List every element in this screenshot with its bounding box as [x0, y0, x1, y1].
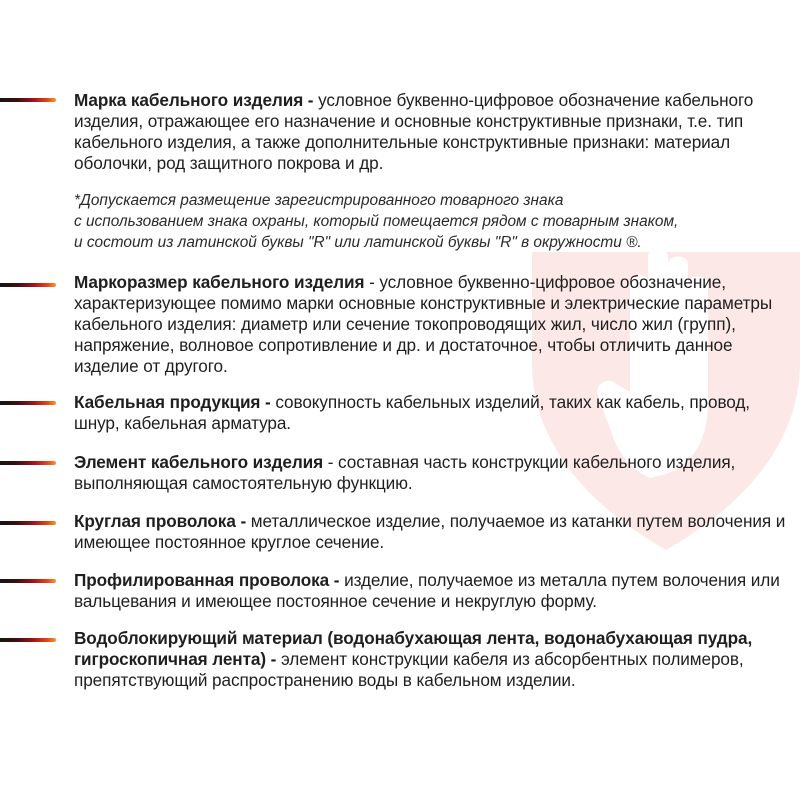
bullet-marker: [0, 98, 56, 102]
bullet-marker: [0, 283, 56, 287]
definition-text: изделие, получаемое из металла путем волочения или вальцевания и имеющее постоянное сечение и некруглую форму.: [74, 570, 780, 611]
bullet-marker: [0, 461, 56, 465]
bullet-marker: [0, 579, 56, 583]
definition-term: Профилированная проволока -: [74, 570, 340, 590]
bullet-marker: [0, 401, 56, 405]
definition-entry: [74, 452, 786, 494]
definition-term: Марка кабельного изделия -: [74, 90, 314, 110]
definition-entry: [74, 511, 786, 553]
definition-entry: [74, 90, 786, 174]
definition-text: металлическое изделие, получаемое из катанки путем волочения и имеющее постоянное круглое сечение.: [74, 511, 786, 552]
shield-hand-icon: [532, 212, 800, 552]
definition-term: Кабельная продукция -: [74, 392, 271, 412]
definition-text: - составная часть конструкции кабельного изделия, выполняющая самостоятельную функцию.: [74, 452, 736, 493]
definition-text: совокупность кабельных изделий, таких как кабель, провод, шнур, кабельная арматура.: [74, 392, 750, 433]
bullet-marker: [0, 638, 56, 642]
definition-entry: [74, 628, 786, 691]
definition-term: Маркоразмер кабельного изделия: [74, 272, 365, 292]
definition-entry: [74, 392, 786, 434]
definition-text: условное буквенно-цифровое обозначение кабельного изделия, отражающее его назначение и основные конструктивные признаки, т.е. тип кабельного изделия, а также дополнительные конструктивные признаки: материал оболочки, род защитного покрова и др.: [74, 90, 754, 173]
definition-term: Водоблокирующий материал (водонабухающая лента, водонабухающая пудра, гигроскопичная лента) -: [74, 628, 753, 669]
definition-term: Элемент кабельного изделия: [74, 452, 324, 472]
definition-term: Круглая проволока -: [74, 511, 247, 531]
bullet-marker: [0, 521, 56, 525]
definition-text: элемент конструкции кабеля из абсорбентных полимеров, препятствующий распространению воды в кабельном изделии.: [74, 649, 744, 690]
definition-text: - условное буквенно-цифровое обозначение, характеризующее помимо марки основные конструктивные и электрические параметры кабельного изделия: диаметр или сечение токопроводящих жил, число жил (групп), напряжение, волновое сопротивление и др. и достаточное, чтобы отличить данное изделие от другого.: [74, 272, 773, 376]
definition-entry: [74, 570, 786, 612]
trademark-footnote: *Допускается размещение зарегистрированного товарного знака с использованием знака охраны, который помещается рядом с товарным знаком, и состоит из латинской буквы "R" или латинской буквы "R" в окружности ®.: [74, 192, 679, 251]
definition-entry: [74, 272, 786, 377]
